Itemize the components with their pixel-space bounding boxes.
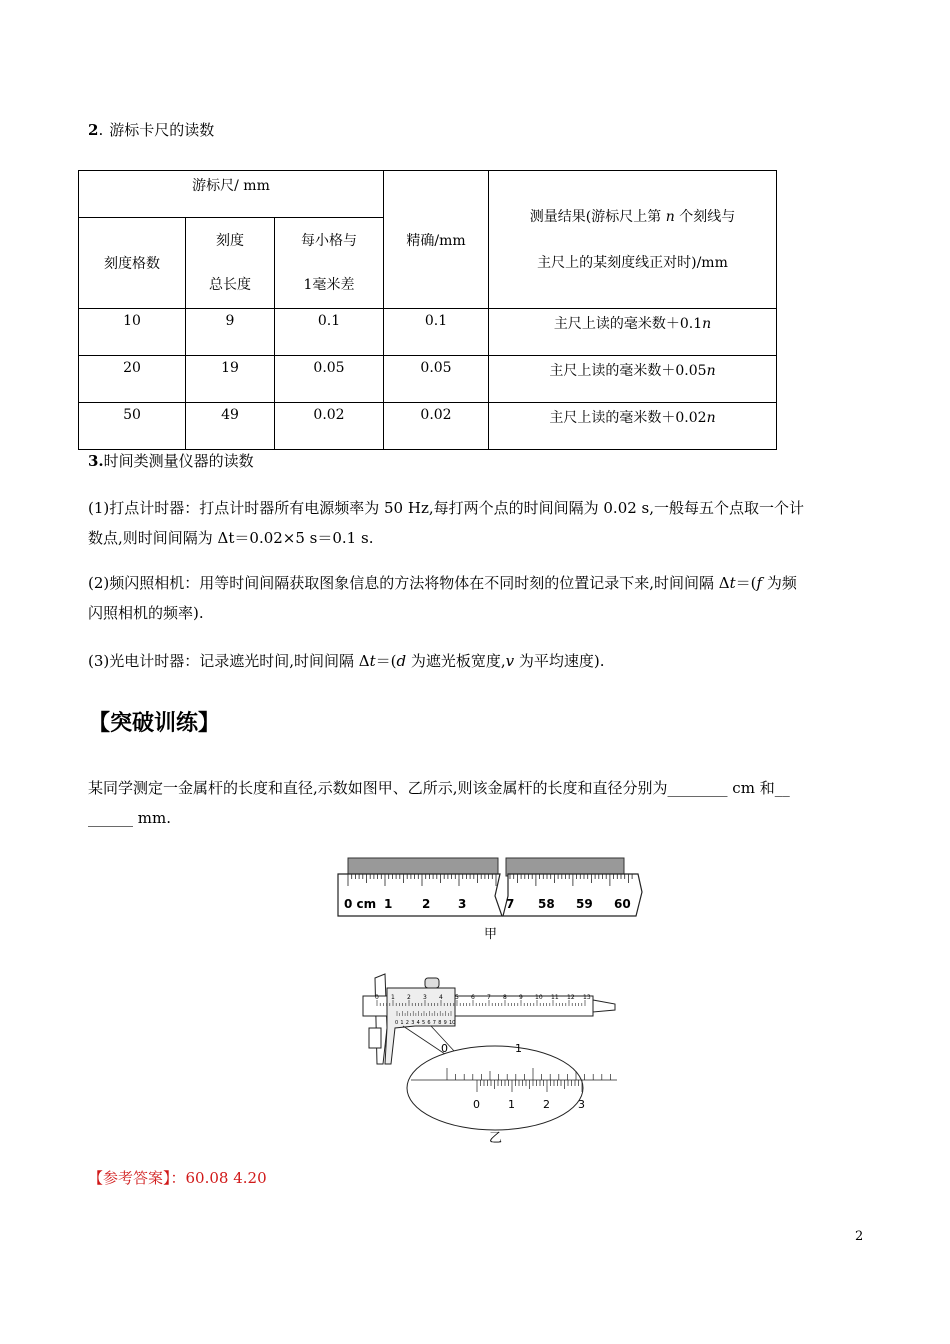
zoom-pointer bbox=[403, 1026, 445, 1054]
ruler-label: 2 bbox=[422, 897, 431, 911]
photogate-b: ＝( bbox=[375, 652, 397, 670]
main-scale-label: 9 bbox=[519, 994, 523, 1001]
cell-result bbox=[489, 356, 777, 403]
vernier-label: 0 bbox=[395, 1020, 399, 1026]
vernier-label: 8 bbox=[438, 1020, 442, 1026]
photogate-d: d bbox=[396, 652, 407, 670]
cell-result-text: 主尺上读的毫米数＋0.1 bbox=[553, 316, 703, 332]
cell-grid: 10 bbox=[79, 309, 186, 356]
vernier-label: 1 bbox=[400, 1020, 404, 1026]
header-diff-1: 每小格与 bbox=[301, 233, 357, 249]
strobe-b: ＝( bbox=[735, 574, 757, 592]
photogate-e: 为平均速度). bbox=[514, 652, 605, 670]
header-total-length bbox=[186, 218, 275, 309]
main-scale-label: 13 bbox=[583, 994, 591, 1001]
header-precision: 精确/mm bbox=[384, 171, 489, 309]
paragraph-strobe-line1 bbox=[88, 568, 868, 598]
main-scale-label: 5 bbox=[455, 994, 459, 1001]
vernier-table bbox=[78, 170, 777, 450]
paragraph-strobe-line2: 闪照相机的频率). bbox=[88, 604, 204, 622]
figure-yi-caption: 乙 bbox=[489, 1131, 503, 1146]
strobe-t: t bbox=[729, 574, 736, 592]
section-3-title: 时间类测量仪器的读数 bbox=[103, 452, 254, 470]
ruler-label: 60 bbox=[614, 897, 631, 911]
header-diff-2: 1毫米差 bbox=[303, 277, 355, 293]
vernier-label: 7 bbox=[432, 1020, 436, 1026]
zoom-vernier-label: 3 bbox=[578, 1098, 585, 1111]
header-result bbox=[489, 171, 777, 309]
section-3-number: 3. bbox=[88, 452, 104, 470]
inner-jaw bbox=[369, 1028, 381, 1048]
paragraph-photogate bbox=[88, 646, 868, 676]
main-scale-label: 7 bbox=[487, 994, 491, 1001]
cell-result bbox=[489, 309, 777, 356]
photogate-t: t bbox=[369, 652, 376, 670]
main-scale-label: 6 bbox=[471, 994, 475, 1001]
header-result-b: 个刻线与 bbox=[674, 208, 736, 225]
strobe-c: 为频 bbox=[762, 574, 797, 592]
strobe-a: (2)频闪照相机：用等时间间隔获取图象信息的方法将物体在不同时刻的位置记录下来,时间间隔 Δ bbox=[88, 574, 730, 592]
cell-total: 19 bbox=[186, 356, 275, 403]
section-3-heading bbox=[88, 450, 254, 471]
cell-precision: 0.02 bbox=[384, 403, 489, 450]
ruler-label: 0 cm bbox=[344, 897, 377, 911]
vernier-label: 6 bbox=[427, 1020, 431, 1026]
header-diff bbox=[275, 218, 384, 309]
main-scale-label: 11 bbox=[551, 994, 559, 1001]
cell-result-text: 主尺上读的毫米数＋0.05 bbox=[549, 363, 707, 379]
vernier-label: 10 bbox=[449, 1020, 456, 1026]
zoom-ellipse bbox=[407, 1046, 583, 1130]
answer bbox=[88, 1167, 267, 1188]
vernier-label: 4 bbox=[416, 1020, 420, 1026]
header-total-2: 总长度 bbox=[209, 277, 251, 293]
caliper-figure bbox=[355, 968, 635, 1148]
vernier-label: 3 bbox=[411, 1020, 415, 1026]
section-2-title: 游标卡尺的读数 bbox=[109, 121, 215, 139]
main-scale-label: 3 bbox=[423, 994, 427, 1001]
vernier-label: 2 bbox=[405, 1020, 409, 1026]
table-row bbox=[79, 309, 777, 356]
cell-result bbox=[489, 403, 777, 450]
page-number: 2 bbox=[855, 1229, 864, 1244]
cell-precision: 0.05 bbox=[384, 356, 489, 403]
photogate-v: v bbox=[505, 652, 515, 670]
paragraph-timer bbox=[88, 493, 868, 553]
cell-grid: 50 bbox=[79, 403, 186, 450]
ruler-label: 1 bbox=[384, 897, 393, 911]
depth-rod bbox=[593, 1000, 615, 1012]
vernier-label: 5 bbox=[422, 1020, 426, 1026]
paragraph-timer-line2: 数点,则时间间隔为 Δt＝0.02×5 s＝0.1 s. bbox=[88, 529, 374, 547]
zoom-main-label: 0 bbox=[441, 1042, 448, 1055]
zoom-main-label: 1 bbox=[515, 1042, 522, 1055]
question-line2: ______ mm. bbox=[88, 809, 171, 827]
main-scale-label: 1 bbox=[391, 994, 395, 1001]
cell-total: 9 bbox=[186, 309, 275, 356]
main-scale-label: 0 bbox=[375, 994, 379, 1001]
photogate-c: 为遮光板宽度, bbox=[406, 652, 506, 670]
cell-diff: 0.1 bbox=[275, 309, 384, 356]
cell-result-n: n bbox=[706, 410, 716, 426]
cell-result-n: n bbox=[702, 316, 712, 332]
ruler-label: 3 bbox=[458, 897, 467, 911]
vernier-label: 9 bbox=[443, 1020, 447, 1026]
cell-result-text: 主尺上读的毫米数＋0.02 bbox=[549, 410, 707, 426]
paragraph-strobe bbox=[88, 568, 868, 628]
main-scale-label: 12 bbox=[567, 994, 575, 1001]
cell-total: 49 bbox=[186, 403, 275, 450]
header-vernier: 游标尺/ mm bbox=[79, 171, 384, 218]
paragraph-timer-line1: (1)打点计时器：打点计时器所有电源频率为 50 Hz,每打两个点的时间间隔为 0.02 s,一般每五个点取一个计 bbox=[88, 499, 805, 517]
cell-precision: 0.1 bbox=[384, 309, 489, 356]
screw bbox=[425, 978, 439, 988]
photogate-a: (3)光电计时器：记录遮光时间,时间间隔 Δ bbox=[88, 652, 370, 670]
question-line1: 某同学测定一金属杆的长度和直径,示数如图甲、乙所示,则该金属杆的长度和直径分别为________ cm 和__ bbox=[88, 779, 790, 797]
strobe-f: f bbox=[756, 574, 763, 592]
cell-diff: 0.05 bbox=[275, 356, 384, 403]
zoom-vernier-label: 1 bbox=[508, 1098, 515, 1111]
figure-jia-caption: 甲 bbox=[484, 927, 498, 942]
ruler-figure bbox=[330, 852, 650, 947]
main-scale-label: 10 bbox=[535, 994, 543, 1001]
answer-label: 【参考答案】： bbox=[88, 1169, 186, 1187]
section-2-heading bbox=[88, 119, 214, 140]
cell-diff: 0.02 bbox=[275, 403, 384, 450]
table-row bbox=[79, 403, 777, 450]
section-2-number: 2 bbox=[88, 121, 99, 139]
training-heading: 【突破训练】 bbox=[88, 711, 221, 736]
header-result-n: n bbox=[665, 208, 675, 225]
main-scale-label: 2 bbox=[407, 994, 411, 1001]
answer-value: 60.08 4.20 bbox=[185, 1169, 267, 1187]
header-total-1: 刻度 bbox=[216, 233, 244, 249]
fixed-jaw bbox=[375, 974, 387, 1064]
cell-grid: 20 bbox=[79, 356, 186, 403]
ruler-label: 7 bbox=[506, 897, 515, 911]
ruler-label: 58 bbox=[538, 897, 555, 911]
main-scale-label: 4 bbox=[439, 994, 443, 1001]
header-grid-count: 刻度格数 bbox=[79, 218, 186, 309]
ruler-label: 59 bbox=[576, 897, 593, 911]
header-result-line2: 主尺上的某刻度线正对时)/mm bbox=[537, 254, 728, 271]
cell-result-n: n bbox=[706, 363, 716, 379]
zoom-vernier-label: 0 bbox=[473, 1098, 480, 1111]
header-result-a: 测量结果(游标尺上第 bbox=[529, 208, 666, 225]
zoom-vernier-label: 2 bbox=[543, 1098, 550, 1111]
table-row bbox=[79, 356, 777, 403]
section-2-sep: . bbox=[98, 121, 104, 139]
rod-right bbox=[506, 858, 624, 876]
question bbox=[88, 773, 868, 833]
main-scale-label: 8 bbox=[503, 994, 507, 1001]
rod-left bbox=[348, 858, 498, 876]
